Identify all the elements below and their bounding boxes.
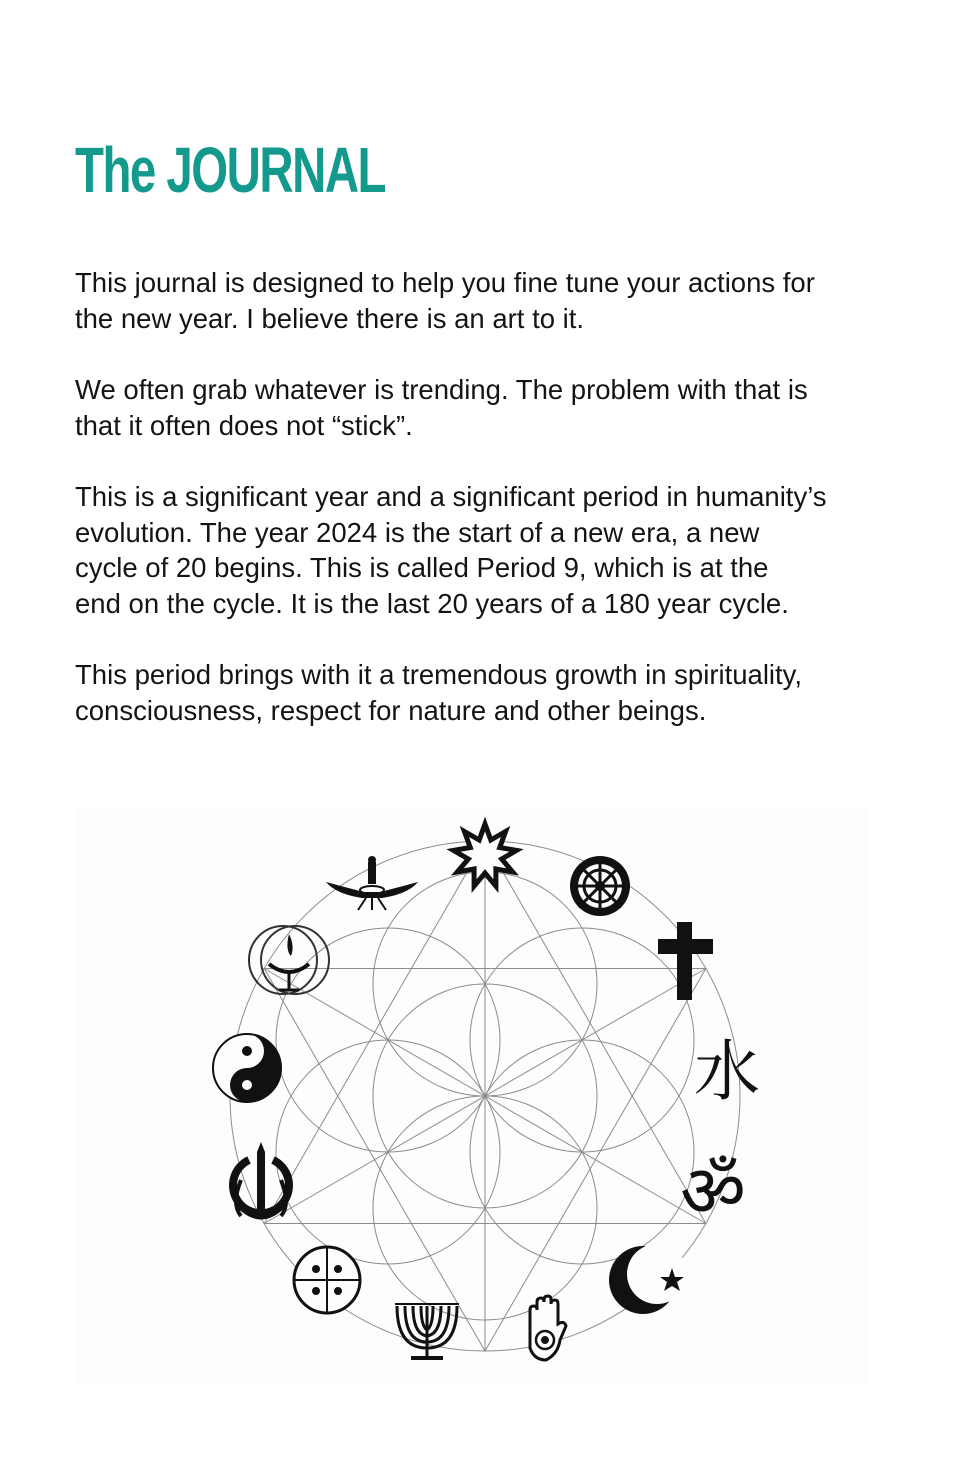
page-title: The JOURNAL [75, 134, 385, 206]
shinto-water-icon: 水 [694, 1033, 760, 1110]
dharma-wheel-icon [570, 856, 630, 916]
khanda-icon [233, 1142, 289, 1220]
chalice-icon [249, 926, 329, 994]
body-text [75, 265, 905, 764]
faravahar-icon [326, 856, 418, 910]
star-crescent-icon [609, 1244, 687, 1314]
cross-icon [658, 922, 713, 1000]
jain-hand-icon [530, 1296, 566, 1360]
interfaith-symbol-diagram [75, 806, 867, 1384]
paragraph-period: This is a significant year and a significant period in humanity’s evolution. The year 2024 is the start of a new era, a new cycle of 20 begins. This is called Period 9, which is at the end on the cycle. It is the last 20 years of a 180 year cycle. [75, 481, 827, 619]
paragraph-trending: We often grab whatever is trending. The problem with that is that it often does not “stick”. [75, 374, 808, 441]
paragraph-growth: This period brings with it a tremendous growth in spirituality, consciousness, respect for nature and other beings. [75, 659, 803, 726]
menorah-icon [395, 1304, 459, 1358]
medicine-wheel-icon [294, 1247, 360, 1313]
sacred-geometry-svg [75, 806, 867, 1384]
bahai-star-icon [454, 824, 517, 886]
yin-yang-icon [213, 1034, 281, 1102]
paragraph-intro: This journal is designed to help you fine tune your actions for the new year. I believe there is an art to it. [75, 267, 815, 334]
om-icon: ॐ [680, 1149, 746, 1233]
